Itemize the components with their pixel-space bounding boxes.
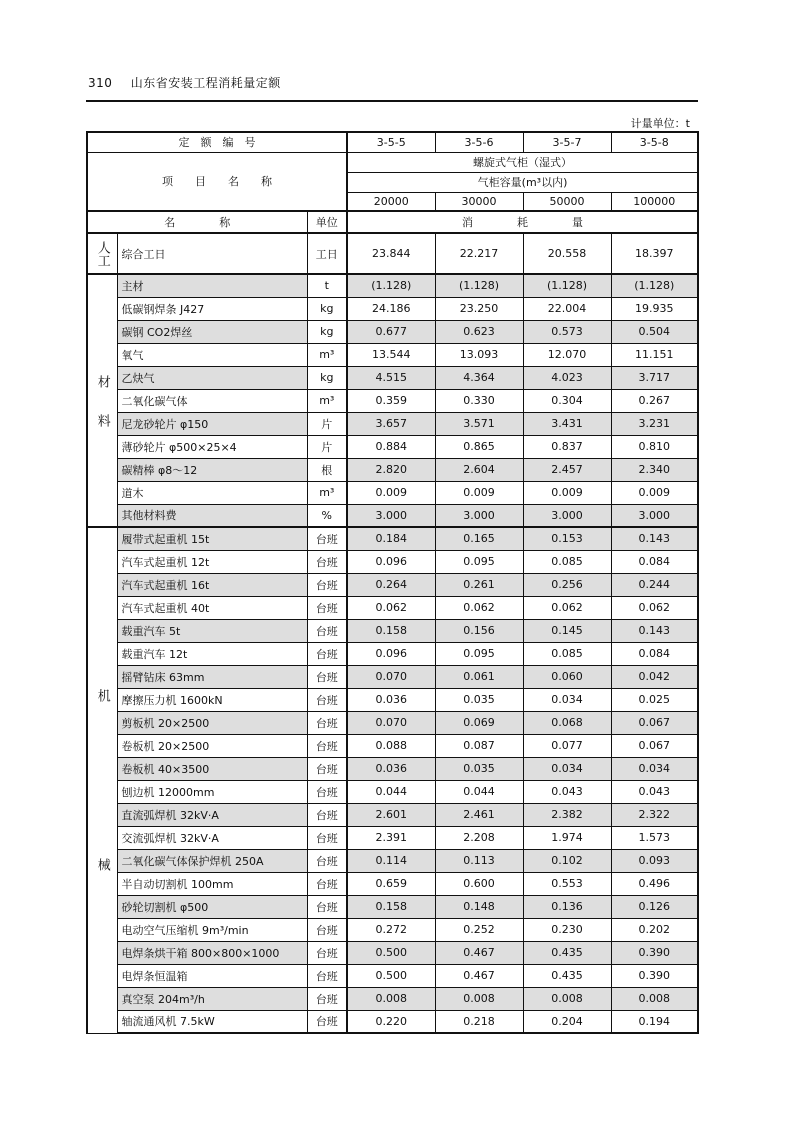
item-name: 半自动切割机 100mm — [117, 872, 307, 895]
item-name: 直流弧焊机 32kV·A — [117, 803, 307, 826]
item-name: 乙炔气 — [117, 366, 307, 389]
item-name: 主材 — [117, 274, 307, 297]
value-cell: 23.250 — [435, 297, 523, 320]
value-cell: 23.844 — [347, 233, 435, 274]
item-unit: kg — [307, 297, 347, 320]
table-row — [87, 826, 698, 849]
item-name: 综合工日 — [117, 233, 307, 274]
item-unit: 台班 — [307, 918, 347, 941]
value-cell: 0.865 — [435, 435, 523, 458]
value-cell: 0.008 — [611, 987, 698, 1010]
value-cell: 3.571 — [435, 412, 523, 435]
capacity-cell: 50000 — [523, 192, 611, 211]
value-cell: 0.573 — [523, 320, 611, 343]
item-name: 汽车式起重机 12t — [117, 550, 307, 573]
item-unit: 台班 — [307, 550, 347, 573]
value-cell: 0.143 — [611, 527, 698, 550]
value-cell: 0.085 — [523, 642, 611, 665]
value-cell: 0.359 — [347, 389, 435, 412]
value-cell: 0.036 — [347, 688, 435, 711]
value-cell: 0.035 — [435, 688, 523, 711]
value-cell: 0.504 — [611, 320, 698, 343]
value-cell: 0.390 — [611, 941, 698, 964]
table-row — [87, 320, 698, 343]
item-unit: 台班 — [307, 619, 347, 642]
item-name: 二氧化碳气体 — [117, 389, 307, 412]
col-consumption-header: 消 耗 量 — [347, 211, 698, 233]
value-cell: 0.158 — [347, 895, 435, 918]
value-cell: 0.256 — [523, 573, 611, 596]
value-cell: 0.025 — [611, 688, 698, 711]
group-label: 机 械 — [87, 527, 117, 1033]
value-cell: 0.126 — [611, 895, 698, 918]
value-cell: 0.184 — [347, 527, 435, 550]
item-name: 载重汽车 5t — [117, 619, 307, 642]
page-number: 310 — [88, 76, 113, 90]
value-cell: 0.062 — [523, 596, 611, 619]
value-cell: 0.062 — [347, 596, 435, 619]
item-name: 电焊条恒温箱 — [117, 964, 307, 987]
value-cell: 0.148 — [435, 895, 523, 918]
value-cell: 4.364 — [435, 366, 523, 389]
value-cell: 0.009 — [347, 481, 435, 504]
item-unit: 台班 — [307, 849, 347, 872]
capacity-cell: 20000 — [347, 192, 435, 211]
value-cell: 3.000 — [347, 504, 435, 527]
table-row — [87, 573, 698, 596]
item-unit: 台班 — [307, 688, 347, 711]
value-cell: 11.151 — [611, 343, 698, 366]
quota-no-row — [87, 132, 698, 152]
value-cell: 0.230 — [523, 918, 611, 941]
unit-note: 计量单位：t — [630, 117, 690, 130]
value-cell: 0.264 — [347, 573, 435, 596]
value-cell: 0.272 — [347, 918, 435, 941]
item-name: 碳钢 CO2焊丝 — [117, 320, 307, 343]
item-unit: 台班 — [307, 895, 347, 918]
value-cell: 0.261 — [435, 573, 523, 596]
item-title-row — [87, 152, 698, 172]
item-label: 项 目 名 称 — [87, 152, 347, 211]
value-cell: 2.604 — [435, 458, 523, 481]
value-cell: 0.062 — [611, 596, 698, 619]
value-cell: 0.304 — [523, 389, 611, 412]
table-row — [87, 435, 698, 458]
value-cell: 0.095 — [435, 642, 523, 665]
value-cell: 2.457 — [523, 458, 611, 481]
value-cell: 22.217 — [435, 233, 523, 274]
item-name: 低碳钢焊条 J427 — [117, 297, 307, 320]
item-unit: 台班 — [307, 803, 347, 826]
value-cell: 0.008 — [523, 987, 611, 1010]
table-row — [87, 1010, 698, 1033]
value-cell: 0.600 — [435, 872, 523, 895]
value-cell: 12.070 — [523, 343, 611, 366]
table-row — [87, 389, 698, 412]
item-name: 摩擦压力机 1600kN — [117, 688, 307, 711]
value-cell: 0.085 — [523, 550, 611, 573]
value-cell: 24.186 — [347, 297, 435, 320]
item-name: 剪板机 20×2500 — [117, 711, 307, 734]
item-unit: 根 — [307, 458, 347, 481]
value-cell: 2.461 — [435, 803, 523, 826]
value-cell: 0.008 — [435, 987, 523, 1010]
table-row — [87, 527, 698, 550]
table-row — [87, 987, 698, 1010]
value-cell: 0.500 — [347, 964, 435, 987]
value-cell: 0.158 — [347, 619, 435, 642]
table-row — [87, 941, 698, 964]
table-row — [87, 711, 698, 734]
value-cell: 13.093 — [435, 343, 523, 366]
table-row — [87, 274, 698, 297]
quota-no-cell: 3-5-5 — [347, 132, 435, 152]
table-row — [87, 642, 698, 665]
item-unit: 台班 — [307, 826, 347, 849]
item-unit: kg — [307, 366, 347, 389]
value-cell: 0.044 — [347, 780, 435, 803]
item-name: 卷板机 40×3500 — [117, 757, 307, 780]
page-header — [88, 74, 281, 91]
value-cell: 0.067 — [611, 711, 698, 734]
value-cell: (1.128) — [611, 274, 698, 297]
table-row — [87, 849, 698, 872]
value-cell: 0.096 — [347, 642, 435, 665]
value-cell: 0.204 — [523, 1010, 611, 1033]
value-cell: 1.573 — [611, 826, 698, 849]
value-cell: 0.435 — [523, 941, 611, 964]
item-unit: 台班 — [307, 780, 347, 803]
value-cell: 0.061 — [435, 665, 523, 688]
item-name: 尼龙砂轮片 φ150 — [117, 412, 307, 435]
table-row — [87, 688, 698, 711]
item-unit: 台班 — [307, 665, 347, 688]
value-cell: 0.677 — [347, 320, 435, 343]
value-cell: 2.820 — [347, 458, 435, 481]
table-row — [87, 481, 698, 504]
value-cell: 0.143 — [611, 619, 698, 642]
value-cell: 0.156 — [435, 619, 523, 642]
value-cell: 4.023 — [523, 366, 611, 389]
value-cell: 0.062 — [435, 596, 523, 619]
item-unit: 台班 — [307, 757, 347, 780]
table-row — [87, 803, 698, 826]
header-rule — [86, 100, 698, 102]
item-unit: 片 — [307, 435, 347, 458]
item-unit: 台班 — [307, 596, 347, 619]
item-name: 电焊条烘干箱 800×800×1000 — [117, 941, 307, 964]
item-name: 载重汽车 12t — [117, 642, 307, 665]
item-unit: 台班 — [307, 872, 347, 895]
value-cell: 0.267 — [611, 389, 698, 412]
value-cell: 0.008 — [347, 987, 435, 1010]
item-name: 轴流通风机 7.5kW — [117, 1010, 307, 1033]
value-cell: 0.837 — [523, 435, 611, 458]
value-cell: 3.000 — [523, 504, 611, 527]
value-cell: 0.034 — [611, 757, 698, 780]
value-cell: (1.128) — [347, 274, 435, 297]
item-unit: 台班 — [307, 642, 347, 665]
item-unit: 片 — [307, 412, 347, 435]
quota-no-cell: 3-5-7 — [523, 132, 611, 152]
item-subtitle: 气柜容量(m³以内) — [347, 172, 698, 192]
item-name: 交流弧焊机 32kV·A — [117, 826, 307, 849]
item-unit: m³ — [307, 389, 347, 412]
table-row — [87, 734, 698, 757]
value-cell: 0.202 — [611, 918, 698, 941]
table-row — [87, 665, 698, 688]
quota-no-label: 定 额 编 号 — [87, 132, 347, 152]
table-row — [87, 596, 698, 619]
value-cell: 0.043 — [523, 780, 611, 803]
value-cell: 0.252 — [435, 918, 523, 941]
item-name: 砂轮切割机 φ500 — [117, 895, 307, 918]
value-cell: 0.070 — [347, 711, 435, 734]
table-row — [87, 233, 698, 274]
item-name: 卷板机 20×2500 — [117, 734, 307, 757]
table-row — [87, 619, 698, 642]
group-label: 材 料 — [87, 274, 117, 527]
table-row — [87, 297, 698, 320]
value-cell: 2.208 — [435, 826, 523, 849]
value-cell: 0.114 — [347, 849, 435, 872]
table-row — [87, 504, 698, 527]
value-cell: 18.397 — [611, 233, 698, 274]
value-cell: 0.330 — [435, 389, 523, 412]
item-unit: % — [307, 504, 347, 527]
value-cell: 0.194 — [611, 1010, 698, 1033]
quota-no-cell: 3-5-6 — [435, 132, 523, 152]
value-cell: 0.043 — [611, 780, 698, 803]
col-name-header: 名 称 — [87, 211, 307, 233]
value-cell: 19.935 — [611, 297, 698, 320]
quota-table — [86, 131, 699, 1034]
value-cell: 3.231 — [611, 412, 698, 435]
item-unit: 工日 — [307, 233, 347, 274]
value-cell: 0.034 — [523, 757, 611, 780]
value-cell: 0.084 — [611, 642, 698, 665]
value-cell: 0.467 — [435, 941, 523, 964]
value-cell: 3.717 — [611, 366, 698, 389]
item-name: 电动空气压缩机 9m³/min — [117, 918, 307, 941]
value-cell: (1.128) — [523, 274, 611, 297]
value-cell: 0.165 — [435, 527, 523, 550]
value-cell: 0.435 — [523, 964, 611, 987]
value-cell: 0.068 — [523, 711, 611, 734]
table-row — [87, 550, 698, 573]
value-cell: 0.088 — [347, 734, 435, 757]
item-name: 摇臂钻床 63mm — [117, 665, 307, 688]
table-row — [87, 780, 698, 803]
table-row — [87, 964, 698, 987]
value-cell: 0.136 — [523, 895, 611, 918]
value-cell: 0.467 — [435, 964, 523, 987]
item-unit: 台班 — [307, 964, 347, 987]
table-row — [87, 918, 698, 941]
value-cell: 2.391 — [347, 826, 435, 849]
item-name: 汽车式起重机 16t — [117, 573, 307, 596]
item-unit: 台班 — [307, 1010, 347, 1033]
value-cell: 0.659 — [347, 872, 435, 895]
value-cell: 4.515 — [347, 366, 435, 389]
value-cell: 2.601 — [347, 803, 435, 826]
item-title: 螺旋式气柜（湿式） — [347, 152, 698, 172]
value-cell: 0.623 — [435, 320, 523, 343]
value-cell: 0.009 — [435, 481, 523, 504]
value-cell: 0.113 — [435, 849, 523, 872]
value-cell: 13.544 — [347, 343, 435, 366]
value-cell: 0.044 — [435, 780, 523, 803]
value-cell: 0.153 — [523, 527, 611, 550]
value-cell: 3.657 — [347, 412, 435, 435]
value-cell: 0.084 — [611, 550, 698, 573]
table-row — [87, 757, 698, 780]
table-row — [87, 895, 698, 918]
item-unit: 台班 — [307, 987, 347, 1010]
value-cell: 0.035 — [435, 757, 523, 780]
item-name: 二氧化碳气体保护焊机 250A — [117, 849, 307, 872]
value-cell: 0.034 — [523, 688, 611, 711]
item-name: 道木 — [117, 481, 307, 504]
item-name: 履带式起重机 15t — [117, 527, 307, 550]
table-row — [87, 412, 698, 435]
quota-no-cell: 3-5-8 — [611, 132, 698, 152]
value-cell: 0.070 — [347, 665, 435, 688]
value-cell: 0.244 — [611, 573, 698, 596]
item-name: 氧气 — [117, 343, 307, 366]
value-cell: 22.004 — [523, 297, 611, 320]
value-cell: 0.884 — [347, 435, 435, 458]
value-cell: 0.009 — [523, 481, 611, 504]
value-cell: 0.102 — [523, 849, 611, 872]
capacity-cell: 30000 — [435, 192, 523, 211]
value-cell: 0.036 — [347, 757, 435, 780]
value-cell: 1.974 — [523, 826, 611, 849]
capacity-cell: 100000 — [611, 192, 698, 211]
item-unit: m³ — [307, 343, 347, 366]
value-cell: 0.060 — [523, 665, 611, 688]
item-name: 刨边机 12000mm — [117, 780, 307, 803]
item-unit: 台班 — [307, 527, 347, 550]
item-name: 碳精棒 φ8～12 — [117, 458, 307, 481]
item-name: 真空泵 204m³/h — [117, 987, 307, 1010]
value-cell: 0.096 — [347, 550, 435, 573]
value-cell: 2.340 — [611, 458, 698, 481]
value-cell: 0.067 — [611, 734, 698, 757]
item-unit: m³ — [307, 481, 347, 504]
item-unit: 台班 — [307, 734, 347, 757]
value-cell: 0.093 — [611, 849, 698, 872]
value-cell: 0.087 — [435, 734, 523, 757]
value-cell: 0.390 — [611, 964, 698, 987]
value-cell: 0.220 — [347, 1010, 435, 1033]
value-cell: 3.000 — [611, 504, 698, 527]
value-cell: 0.095 — [435, 550, 523, 573]
value-cell: 0.009 — [611, 481, 698, 504]
table-row — [87, 872, 698, 895]
table-row — [87, 343, 698, 366]
item-name: 薄砂轮片 φ500×25×4 — [117, 435, 307, 458]
table-row — [87, 458, 698, 481]
value-cell: 3.431 — [523, 412, 611, 435]
value-cell: 0.810 — [611, 435, 698, 458]
item-unit: 台班 — [307, 711, 347, 734]
item-unit: 台班 — [307, 573, 347, 596]
value-cell: (1.128) — [435, 274, 523, 297]
item-name: 汽车式起重机 40t — [117, 596, 307, 619]
value-cell: 0.553 — [523, 872, 611, 895]
value-cell: 2.382 — [523, 803, 611, 826]
col-unit-header: 单位 — [307, 211, 347, 233]
value-cell: 0.145 — [523, 619, 611, 642]
value-cell: 0.077 — [523, 734, 611, 757]
table-row — [87, 366, 698, 389]
item-unit: t — [307, 274, 347, 297]
value-cell: 0.496 — [611, 872, 698, 895]
book-title: 山东省安装工程消耗量定额 — [130, 76, 281, 90]
value-cell: 3.000 — [435, 504, 523, 527]
group-label: 人工 — [87, 233, 117, 274]
value-cell: 20.558 — [523, 233, 611, 274]
item-name: 其他材料费 — [117, 504, 307, 527]
value-cell: 2.322 — [611, 803, 698, 826]
value-cell: 0.500 — [347, 941, 435, 964]
column-header-row — [87, 211, 698, 233]
item-unit: kg — [307, 320, 347, 343]
item-unit: 台班 — [307, 941, 347, 964]
value-cell: 0.218 — [435, 1010, 523, 1033]
value-cell: 0.042 — [611, 665, 698, 688]
value-cell: 0.069 — [435, 711, 523, 734]
